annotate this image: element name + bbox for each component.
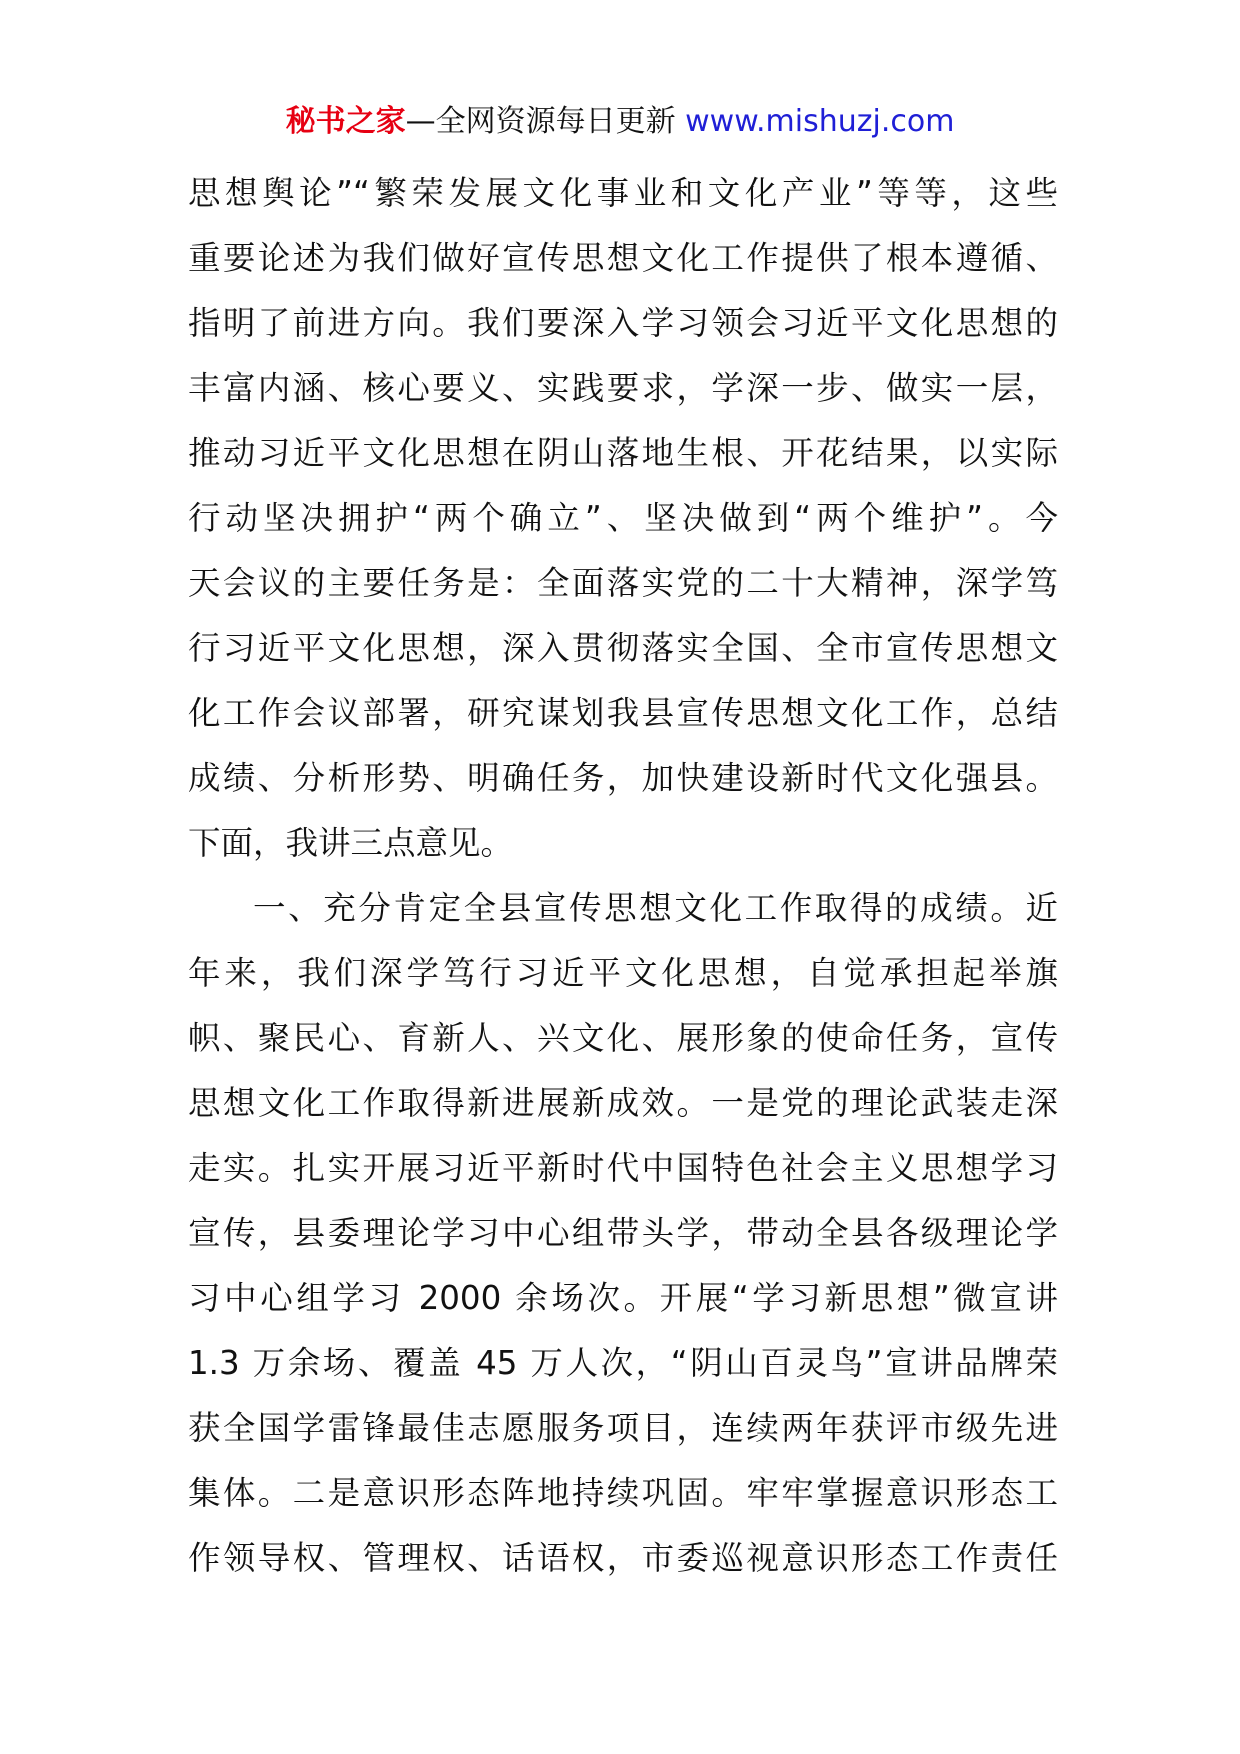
body-line: 推动习近平文化思想在阴山落地生根、开花结果，以实际 [188, 434, 1058, 472]
site-url-link[interactable]: www.mishuzj.com [685, 104, 955, 139]
body-line: 成绩、分析形势、明确任务，加快建设新时代文化强县。 [188, 759, 1058, 797]
body-line: 重要论述为我们做好宣传思想文化工作提供了根本遵循、 [188, 239, 1058, 277]
body-line: 行习近平文化思想，深入贯彻落实全国、全市宣传思想文 [188, 629, 1058, 667]
body-line: 行动坚决拥护“两个确立”、坚决做到“两个维护”。今 [188, 499, 1058, 537]
body-line: 思想舆论”“繁荣发展文化事业和文化产业”等等，这些 [188, 174, 1058, 212]
body-line: 年来，我们深学笃行习近平文化思想，自觉承担起举旗 [188, 954, 1058, 992]
body-line: 1.3 万余场、覆盖 45 万人次，“阴山百灵鸟”宣讲品牌荣 [188, 1344, 1058, 1382]
body-line: 下面，我讲三点意见。 [188, 824, 514, 862]
body-line: 走实。扎实开展习近平新时代中国特色社会主义思想学习 [188, 1149, 1058, 1187]
body-line: 帜、聚民心、育新人、兴文化、展形象的使命任务，宣传 [188, 1019, 1058, 1057]
body-line: 指明了前进方向。我们要深入学习领会习近平文化思想的 [188, 304, 1058, 342]
body-line: 集体。二是意识形态阵地持续巩固。牢牢掌握意识形态工 [188, 1474, 1058, 1512]
section-heading-line: 一、充分肯定全县宣传思想文化工作取得的成绩。近 [253, 889, 1058, 927]
document-body [188, 161, 1058, 1591]
body-line: 习中心组学习 2000 余场次。开展“学习新思想”微宣讲 [188, 1279, 1058, 1317]
page-header [0, 100, 1240, 144]
body-line: 化工作会议部署，研究谋划我县宣传思想文化工作，总结 [188, 694, 1058, 732]
header-tagline: —全网资源每日更新 [405, 104, 676, 139]
body-line: 宣传，县委理论学习中心组带头学，带动全县各级理论学 [188, 1214, 1058, 1252]
brand-name: 秘书之家 [285, 104, 406, 139]
body-line: 获全国学雷锋最佳志愿服务项目，连续两年获评市级先进 [188, 1409, 1058, 1447]
body-line: 丰富内涵、核心要义、实践要求，学深一步、做实一层， [188, 369, 1058, 407]
body-line: 思想文化工作取得新进展新成效。一是党的理论武装走深 [188, 1084, 1058, 1122]
body-line: 作领导权、管理权、话语权，市委巡视意识形态工作责任 [188, 1539, 1058, 1577]
body-line: 天会议的主要任务是：全面落实党的二十大精神，深学笃 [188, 564, 1058, 602]
